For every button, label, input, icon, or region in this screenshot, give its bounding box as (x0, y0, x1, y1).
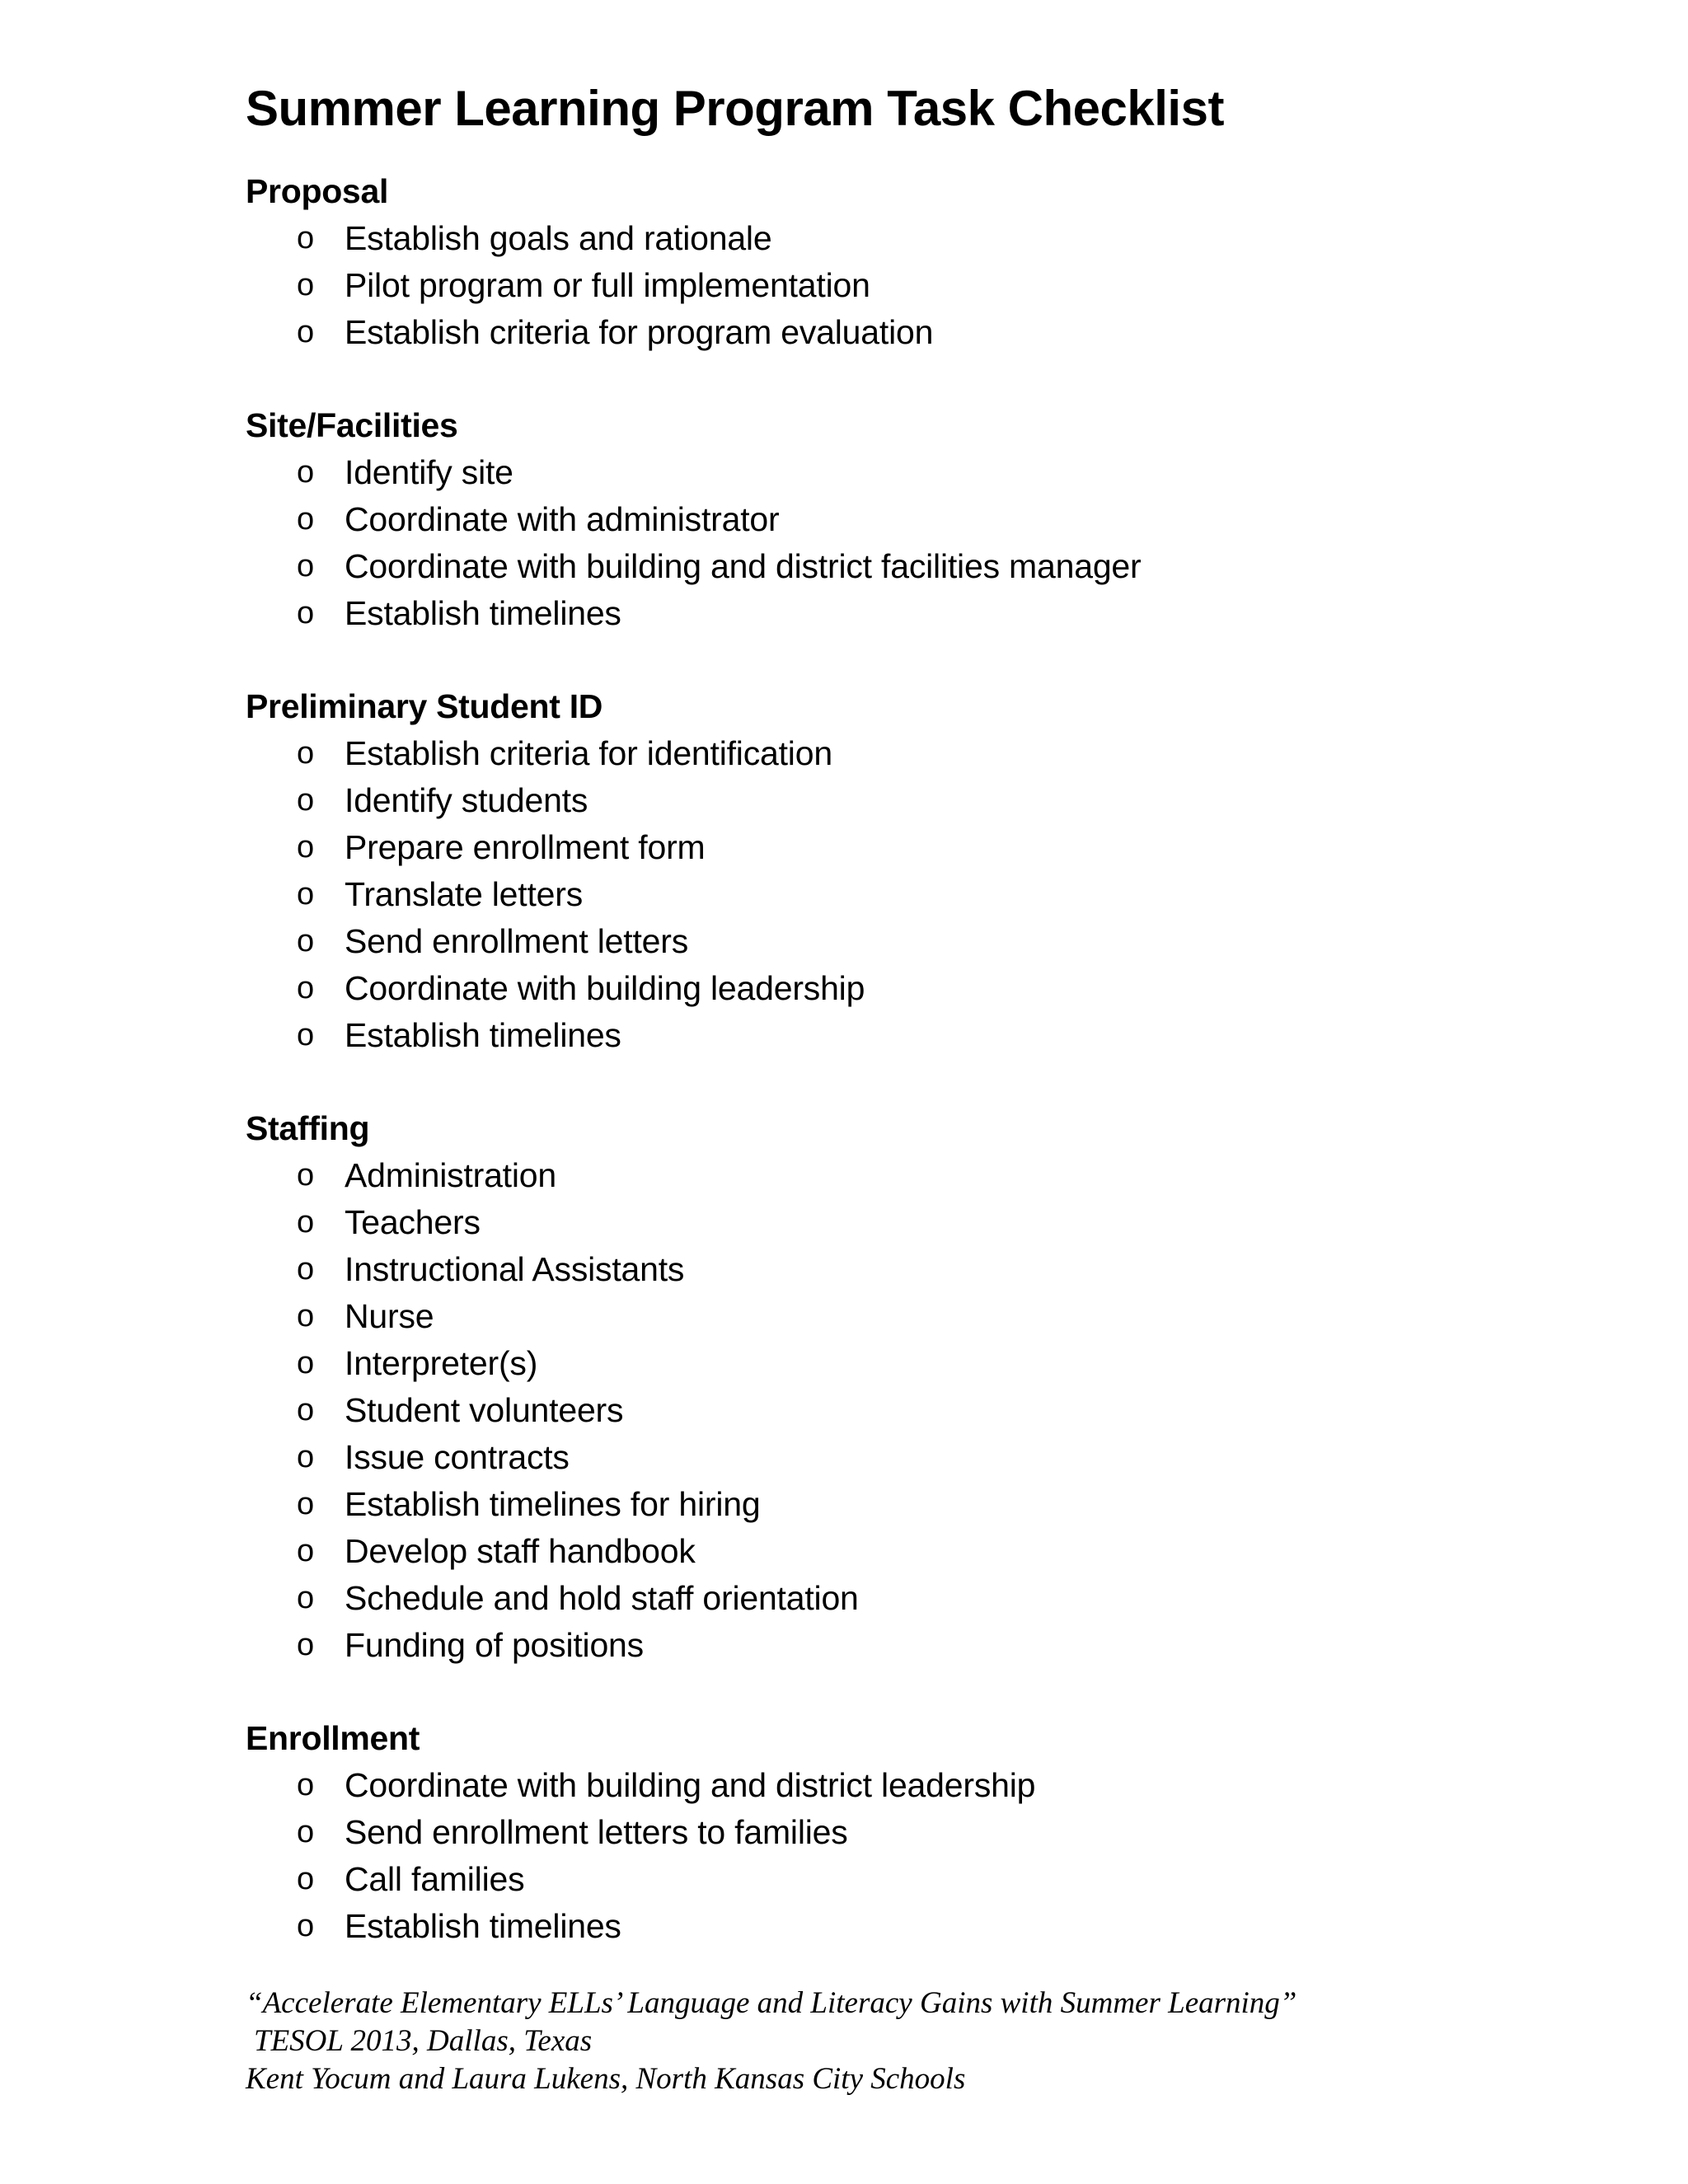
footer-presentation-title: “Accelerate Elementary ELLs’ Language and Literacy Gains with Summer Learning” (246, 1986, 1297, 2020)
document-footer (246, 1985, 1564, 2098)
hollow-bullet-icon: o (297, 877, 315, 912)
section-heading: Staffing (246, 1109, 370, 1147)
checklist-item-label: Establish criteria for program evaluation (345, 313, 934, 351)
checklist-item (246, 965, 1564, 1012)
section-heading: Enrollment (246, 1719, 420, 1757)
checklist-item-label: Coordinate with building and district leadership (345, 1766, 1036, 1804)
checklist-item-label: Interpreter(s) (345, 1344, 538, 1382)
checklist-item (246, 1528, 1564, 1575)
hollow-bullet-icon: o (297, 221, 315, 255)
checklist-item (246, 824, 1564, 871)
checklist-item (246, 1809, 1564, 1856)
section-heading: Proposal (246, 172, 389, 210)
hollow-bullet-icon: o (297, 1393, 315, 1427)
checklist-section (246, 402, 1564, 637)
document-title: Summer Learning Program Task Checklist (246, 81, 1224, 136)
checklist-item-label: Establish criteria for identification (345, 734, 832, 772)
checklist-item (246, 1762, 1564, 1809)
checklist-item-label: Nurse (345, 1297, 434, 1335)
hollow-bullet-icon: o (297, 783, 315, 818)
hollow-bullet-icon: o (297, 596, 315, 630)
checklist-item (246, 1293, 1564, 1340)
hollow-bullet-icon: o (297, 971, 315, 1005)
checklist-item-label: Coordinate with administrator (345, 500, 780, 538)
hollow-bullet-icon: o (297, 1158, 315, 1193)
checklist-item (246, 1434, 1564, 1481)
hollow-bullet-icon: o (297, 1205, 315, 1240)
checklist-item-label: Issue contracts (345, 1438, 570, 1476)
checklist-item (246, 1012, 1564, 1059)
checklist-item-label: Identify students (345, 781, 588, 819)
checklist-items (246, 1152, 1564, 1669)
checklist-section (246, 1105, 1564, 1669)
checklist-item (246, 309, 1564, 356)
hollow-bullet-icon: o (297, 1815, 315, 1849)
checklist-item (246, 1152, 1564, 1199)
checklist-item-label: Establish timelines (345, 1016, 621, 1054)
checklist-item (246, 730, 1564, 777)
checklist-item-label: Coordinate with building leadership (345, 969, 865, 1007)
section-heading: Preliminary Student ID (246, 687, 603, 725)
checklist-item (246, 215, 1564, 262)
checklist-item-label: Pilot program or full implementation (345, 266, 870, 304)
checklist-item-label: Student volunteers (345, 1391, 624, 1429)
hollow-bullet-icon: o (297, 1299, 315, 1333)
checklist-item (246, 1481, 1564, 1528)
checklist-item-label: Develop staff handbook (345, 1532, 696, 1570)
footer-conference: TESOL 2013, Dallas, Texas (254, 2024, 593, 2058)
checklist-item-label: Establish timelines for hiring (345, 1485, 761, 1523)
hollow-bullet-icon: o (297, 455, 315, 490)
checklist-item (246, 1246, 1564, 1293)
checklist-item-label: Identify site (345, 453, 513, 491)
checklist-item (246, 1622, 1564, 1669)
checklist-section (246, 1715, 1564, 1950)
checklist-items (246, 215, 1564, 356)
hollow-bullet-icon: o (297, 502, 315, 537)
hollow-bullet-icon: o (297, 549, 315, 583)
checklist-item (246, 1575, 1564, 1622)
checklist-items (246, 730, 1564, 1059)
hollow-bullet-icon: o (297, 736, 315, 771)
checklist-item-label: Establish timelines (345, 1907, 621, 1945)
checklist-section (246, 683, 1564, 1059)
checklist-item (246, 1199, 1564, 1246)
checklist-section (246, 168, 1564, 356)
checklist-item-label: Translate letters (345, 875, 584, 913)
hollow-bullet-icon: o (297, 1252, 315, 1286)
hollow-bullet-icon: o (297, 315, 315, 349)
checklist-sections (246, 168, 1564, 1950)
checklist-item (246, 449, 1564, 496)
checklist-item (246, 918, 1564, 965)
checklist-item-label: Administration (345, 1156, 556, 1194)
hollow-bullet-icon: o (297, 1487, 315, 1521)
hollow-bullet-icon: o (297, 1018, 315, 1052)
checklist-item (246, 543, 1564, 590)
hollow-bullet-icon: o (297, 1581, 315, 1615)
checklist-item-label: Teachers (345, 1203, 481, 1241)
checklist-items (246, 449, 1564, 637)
checklist-item (246, 262, 1564, 309)
hollow-bullet-icon: o (297, 1628, 315, 1662)
checklist-item-label: Establish goals and rationale (345, 219, 772, 257)
hollow-bullet-icon: o (297, 268, 315, 302)
checklist-item-label: Instructional Assistants (345, 1250, 685, 1288)
hollow-bullet-icon: o (297, 1440, 315, 1474)
footer-authors: Kent Yocum and Laura Lukens, North Kansas City Schools (246, 2062, 966, 2096)
checklist-item (246, 496, 1564, 543)
checklist-item-label: Prepare enrollment form (345, 828, 706, 866)
checklist-item (246, 590, 1564, 637)
checklist-item (246, 871, 1564, 918)
hollow-bullet-icon: o (297, 1768, 315, 1802)
checklist-item-label: Establish timelines (345, 594, 621, 632)
hollow-bullet-icon: o (297, 924, 315, 958)
checklist-item (246, 777, 1564, 824)
checklist-item-label: Coordinate with building and district facilities manager (345, 547, 1142, 585)
hollow-bullet-icon: o (297, 1909, 315, 1943)
checklist-item-label: Call families (345, 1860, 525, 1898)
checklist-items (246, 1762, 1564, 1950)
hollow-bullet-icon: o (297, 1534, 315, 1568)
checklist-item (246, 1387, 1564, 1434)
checklist-item-label: Schedule and hold staff orientation (345, 1579, 859, 1617)
document-page (246, 79, 1564, 2098)
checklist-item (246, 1340, 1564, 1387)
hollow-bullet-icon: o (297, 1862, 315, 1896)
checklist-item (246, 1856, 1564, 1903)
hollow-bullet-icon: o (297, 1346, 315, 1380)
checklist-item-label: Send enrollment letters to families (345, 1813, 848, 1851)
checklist-item-label: Send enrollment letters (345, 922, 689, 960)
checklist-item-label: Funding of positions (345, 1626, 644, 1664)
section-heading: Site/Facilities (246, 406, 458, 444)
checklist-item (246, 1903, 1564, 1950)
hollow-bullet-icon: o (297, 830, 315, 865)
